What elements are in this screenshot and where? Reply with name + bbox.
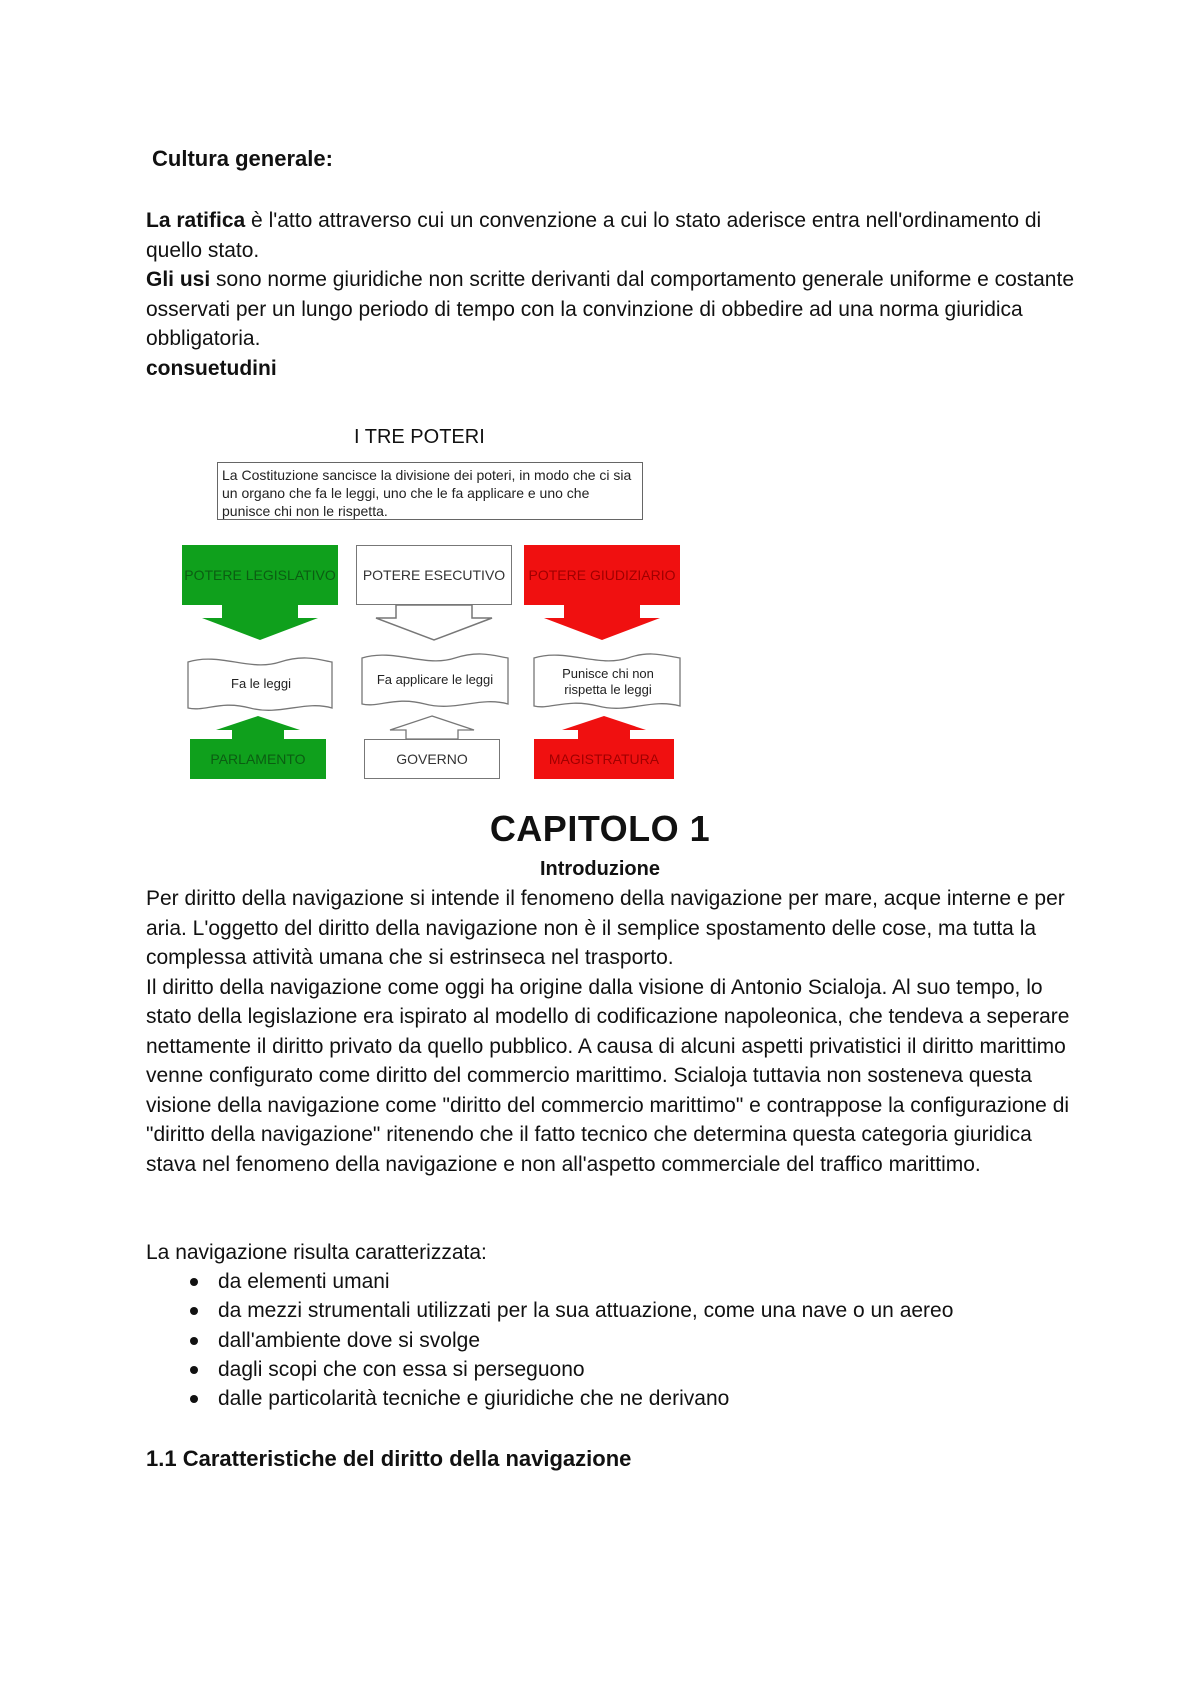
arrow-down-giudiziario (544, 605, 660, 640)
desc-giudiziario: Punisce chi non rispetta le leggi (562, 666, 654, 697)
power-giudiziario: POTERE GIUDIZIARIO (524, 545, 680, 605)
term-consuetudini: consuetudini (146, 356, 277, 380)
diagram-title: I TRE POTERI (354, 426, 485, 448)
power-legislativo: POTERE LEGISLATIVO (182, 545, 338, 605)
bullet-icon (190, 1366, 198, 1374)
arrow-up-legislativo (216, 716, 300, 739)
list-item: da mezzi strumentali utilizzati per la sua attuazione, come una nave o un aereo (190, 1296, 953, 1325)
list-item: da elementi umani (190, 1267, 953, 1296)
arrow-up-giudiziario (562, 716, 646, 739)
chapter-title: CAPITOLO 1 (489, 808, 711, 849)
list-item: dalle particolarità tecniche e giuridiche che ne derivano (190, 1384, 953, 1413)
ratifica-definition: è l'atto attraverso cui un convenzione a cui lo stato aderisce entra nell'ordinamento di quello stato. (146, 209, 1042, 262)
bullet-icon (190, 1278, 198, 1286)
term-usi: Gli usi (146, 268, 211, 291)
chapter-paragraph: Per diritto della navigazione si intende il fenomeno della navigazione per mare, acque interne e per aria. L'oggetto del diritto della navigazione non è il semplice spostamento delle cose, ma tutta la complessa attività umana che si estrinseca nel trasporto. Il diritto della navigazione come oggi ha origine dalla visione di Antonio Scialoja. Al suo tempo, lo stato della legislazione era ispirato al modello di codificazione napoleonica, che tendeva a seperare nettamente il diritto privato da quello pubblico. A causa di alcuni aspetti privatistici il diritto marittimo venne configurato come diritto del commercio marittimo. Scialoja tuttavia non sosteneva questa visione della navigazione come "diritto del commercio marittimo" e contrappose la configurazione di "diritto della navigazione" ritenendo che il fatto tecnico che determina questa categoria giuridica stava nel fenomeno della navigazione e non all'aspetto commerciale del traffico marittimo. (146, 887, 1070, 1176)
characteristics-list (190, 1267, 953, 1413)
usi-definition: sono norme giuridiche non scritte derivanti dal comportamento generale uniforme e costante osservati per un lungo periodo di tempo con la convinzione di obbedire ad una norma giuridica obbligatoria. (146, 268, 1074, 350)
section-title-cultura: Cultura generale: (152, 146, 333, 171)
bullet-icon (190, 1337, 198, 1345)
organ-magistratura: MAGISTRATURA (534, 739, 674, 779)
desc-esecutivo: Fa applicare le leggi (376, 672, 494, 687)
section-heading-1-1: 1.1 Caratteristiche del diritto della navigazione (146, 1446, 632, 1471)
organ-parlamento: PARLAMENTO (190, 739, 326, 779)
desc-legislativo: Fa le leggi (231, 676, 291, 691)
term-ratifica: La ratifica (146, 209, 246, 232)
diagram-description-box: La Costituzione sancisce la divisione dei poteri, in modo che ci sia un organo che fa le leggi, uno che le fa applicare e uno che punisce chi non le rispetta. (217, 462, 643, 520)
bullet-icon (190, 1307, 198, 1315)
list-item: dall'ambiente dove si svolge (190, 1326, 953, 1355)
arrow-up-esecutivo (390, 716, 474, 739)
bullet-icon (190, 1395, 198, 1403)
power-esecutivo: POTERE ESECUTIVO (356, 545, 512, 605)
list-intro: La navigazione risulta caratterizzata: (146, 1241, 487, 1264)
arrow-down-esecutivo (376, 605, 492, 640)
list-item: dagli scopi che con essa si perseguono (190, 1355, 953, 1384)
chapter-subtitle: Introduzione (540, 858, 660, 880)
organ-governo: GOVERNO (364, 739, 500, 779)
arrow-down-legislativo (202, 605, 318, 640)
